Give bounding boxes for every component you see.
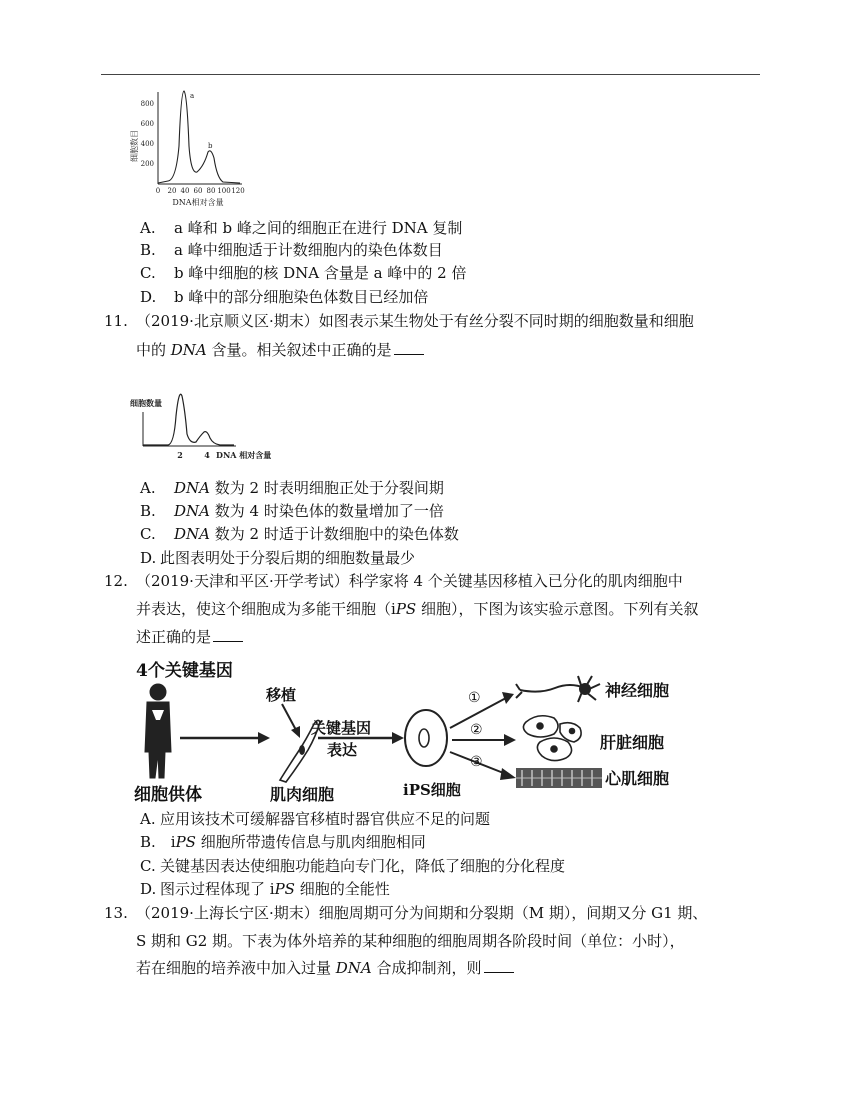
heart-label: 心肌细胞 — [605, 769, 670, 788]
muscle-label: 肌肉细胞 — [270, 785, 335, 804]
hist-x-tick: 80 — [206, 187, 216, 195]
hist-x-tick: 100 — [217, 187, 231, 195]
count-x-tick: 2 — [177, 450, 183, 460]
q12-stem-line2: 并表达，使这个细胞成为多能干细胞（iPS 细胞），下图为该实验示意图。下列有关叙 — [136, 600, 699, 618]
nerve-label: 神经细胞 — [605, 681, 670, 700]
hist-x-tick: 40 — [180, 187, 190, 195]
count-x-label: DNA 相对含量 — [216, 450, 272, 460]
hist-x-tick: 120 — [231, 187, 245, 195]
q10-option-b: B. a 峰中细胞适于计数细胞内的染色体数目 — [140, 241, 443, 259]
q11-stem-line1: 11. （2019·北京顺义区·期末）如图表示某生物处于有丝分裂不同时期的细胞数量和细胞 — [104, 312, 694, 330]
ips-cell-icon — [405, 710, 447, 766]
q11-option-d: D. 此图表明处于分裂后期的细胞数量最少 — [140, 549, 416, 567]
hist-x-label: DNA相对含量 — [172, 198, 224, 207]
dna-histogram-figure — [128, 86, 248, 210]
hist-y-tick: 800 — [140, 100, 154, 108]
genes-label: 4个关键基因 — [136, 661, 233, 681]
q12-option-a: A. 应用该技术可缓解器官移植时器官供应不足的问题 — [140, 810, 491, 828]
heart-cell-icon — [516, 768, 602, 788]
answer-blank[interactable] — [213, 627, 243, 642]
q10-option-a: A. a 峰和 b 峰之间的细胞正在进行 DNA 复制 — [140, 219, 463, 237]
answer-blank[interactable] — [394, 340, 424, 355]
transplant-label: 移植 — [266, 686, 297, 704]
hist-peak-label-a: a — [190, 92, 195, 100]
q11-option-b: B. DNA 数为 4 时染色体的数量增加了一倍 — [140, 502, 444, 520]
answer-blank[interactable] — [484, 958, 514, 973]
header-rule — [101, 74, 760, 75]
route-number-3: ③ — [470, 754, 483, 770]
hist-y-tick: 600 — [140, 120, 154, 128]
q12-option-b: B. iPS 细胞所带遗传信息与肌肉细胞相同 — [140, 833, 426, 851]
q11-option-a: A. DNA 数为 2 时表明细胞正处于分裂间期 — [140, 479, 444, 497]
q12-stem-line3: 述正确的是 — [136, 627, 243, 647]
ips-label: iPS细胞 — [403, 781, 461, 799]
route-number-2: ② — [470, 722, 483, 738]
liver-label: 肝脏细胞 — [600, 733, 665, 752]
route-number-1: ① — [468, 690, 481, 706]
q10-option-c: C. b 峰中细胞的核 DNA 含量是 a 峰中的 2 倍 — [140, 264, 467, 282]
ips-diagram — [130, 654, 710, 806]
q11-stem-line2: 中的 DNA 含量。相关叙述中正确的是 — [136, 340, 424, 360]
q12-option-c: C. 关键基因表达使细胞功能趋向专门化，降低了细胞的分化程度 — [140, 857, 566, 875]
q10-option-d: D. b 峰中的部分细胞染色体数目已经加倍 — [140, 288, 429, 306]
donor-label: 细胞供体 — [134, 785, 202, 805]
q13-stem-line3: 若在细胞的培养液中加入过量 DNA 合成抑制剂，则 — [136, 958, 514, 978]
hist-y-label: 细胞数目 — [130, 130, 139, 162]
q13-stem-line2: S 期和 G2 期。下表为体外培养的某种细胞的细胞周期各阶段时间（单位：小时）， — [136, 932, 685, 950]
count-y-label: 细胞数量 — [130, 398, 162, 408]
person-icon — [145, 684, 171, 778]
q13-stem-line1: 13. （2019·上海长宁区·期末）细胞周期可分为间期和分裂期（M 期），间期又分 G1 期、 — [104, 904, 708, 922]
count-x-tick: 4 — [204, 450, 210, 460]
cell-count-figure — [128, 376, 288, 466]
hist-y-tick: 400 — [140, 140, 154, 148]
expression-label-2: 表达 — [327, 741, 358, 759]
hist-x-tick: 0 — [155, 187, 161, 195]
q12-option-d: D. 图示过程体现了 iPS 细胞的全能性 — [140, 880, 390, 898]
hist-x-tick: 20 — [167, 187, 177, 195]
hist-peak-label-b: b — [208, 142, 213, 150]
nerve-cell-icon — [516, 676, 600, 702]
expression-label-1: 关键基因 — [311, 719, 372, 737]
q11-option-c: C. DNA 数为 2 时适于计数细胞中的染色体数 — [140, 525, 459, 543]
hist-y-tick: 200 — [140, 160, 154, 168]
hist-x-tick: 60 — [193, 187, 203, 195]
liver-cells-icon — [523, 716, 581, 761]
q12-stem-line1: 12. （2019·天津和平区·开学考试）科学家将 4 个关键基因移植入已分化的肌肉细胞中 — [104, 572, 683, 590]
